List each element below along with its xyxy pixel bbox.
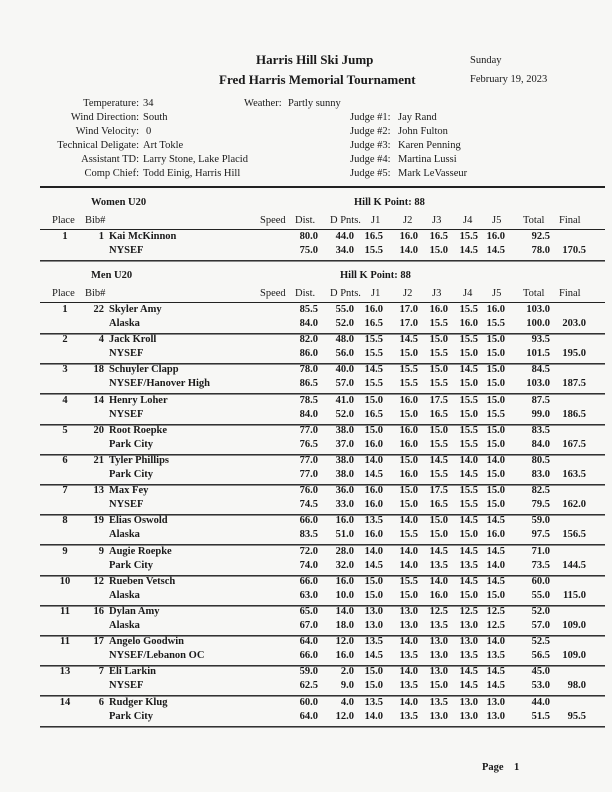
col-dist: Dist. (295, 215, 316, 226)
wind-direction-value: South (143, 112, 168, 123)
column-header-women (0, 215, 612, 229)
col-dpnts: D Pnts. (330, 215, 361, 226)
comp-chief-value: Todd Einig, Harris Hill (143, 168, 241, 179)
judge-3-label: Judge #3: (350, 140, 391, 151)
technical-delegate-value: Art Tokle (143, 140, 184, 151)
assistant-td-value: Larry Stone, Lake Placid (143, 154, 248, 165)
event-day: Sunday (470, 55, 502, 66)
col-j1: J1 (371, 215, 381, 226)
kpoint-women: Hill K Point: 88 (354, 197, 425, 208)
judge-2-label: Judge #2: (350, 126, 391, 137)
col-total: Total (523, 215, 545, 226)
col-final: Final (559, 215, 581, 226)
col-j3: J3 (432, 215, 442, 226)
page-label: Page (482, 762, 504, 773)
judge-4-name: Martina Lussi (398, 154, 457, 165)
divider (40, 726, 605, 728)
col-j2: J2 (403, 215, 413, 226)
doc-title: Harris Hill Ski Jump (256, 52, 374, 67)
judge-2-name: John Fulton (398, 126, 448, 137)
section-title-women: Women U20 (91, 197, 147, 208)
divider (40, 260, 605, 262)
temperature-value: 34 (143, 98, 154, 109)
col-bib: Bib# (85, 215, 106, 226)
judge-4-label: Judge #4: (350, 154, 391, 165)
column-header-men: Place Bib# Speed Dist. D Pnts. J1 J2 J3 J4 J5 Total Final (52, 288, 581, 299)
temperature-label: Temperature: (83, 98, 139, 109)
divider (40, 186, 605, 188)
page-number: 1 (514, 762, 520, 773)
judge-1-name: Jay Rand (398, 112, 437, 123)
col-j5: J5 (492, 215, 502, 226)
weather-label: Weather: (244, 98, 282, 109)
technical-delegate-label: Technical Deligate: (57, 140, 139, 151)
col-place: Place (52, 215, 75, 226)
weather-value: Partly sunny (288, 98, 341, 109)
col-j4: J4 (463, 215, 473, 226)
judge-5-label: Judge #5: (350, 168, 391, 179)
comp-chief-label: Comp Chief: (84, 168, 139, 179)
wind-velocity-label: Wind Velocity: (75, 126, 139, 137)
wind-velocity-value: 0 (146, 126, 152, 137)
event-date: February 19, 2023 (470, 74, 548, 85)
col-speed: Speed (260, 215, 286, 226)
judge-1-label: Judge #1: (350, 112, 391, 123)
judge-5-name: Mark LeVasseur (398, 168, 468, 179)
doc-subtitle: Fred Harris Memorial Tournament (219, 72, 416, 87)
section-title-men: Men U20 (91, 270, 133, 281)
assistant-td-label: Assistant TD: (81, 154, 139, 165)
divider (40, 229, 605, 230)
kpoint-men: Hill K Point: 88 (340, 270, 411, 281)
divider (40, 302, 605, 303)
wind-direction-label: Wind Direction: (70, 112, 139, 123)
judge-3-name: Karen Penning (398, 140, 461, 151)
